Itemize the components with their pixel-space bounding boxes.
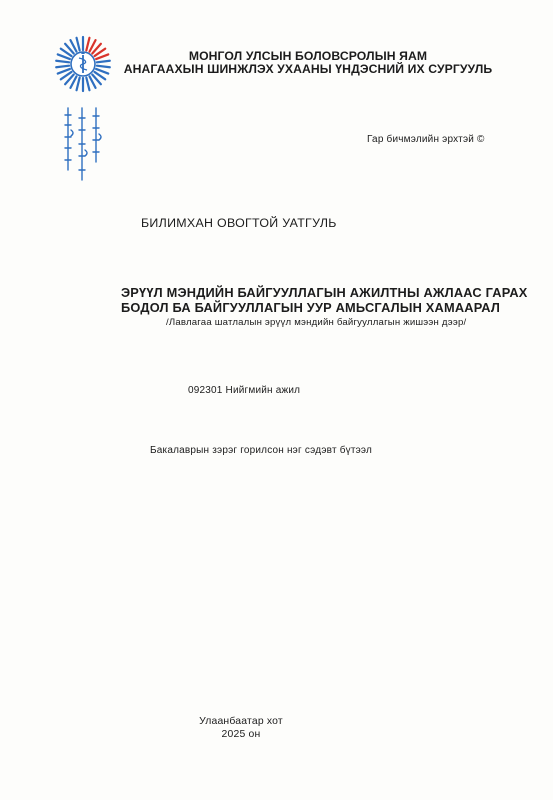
thesis-title-line-1: ЭРҮҮЛ МЭНДИЙН БАЙГУУЛЛАГЫН АЖИЛТНЫ АЖЛААС ГАРАХ — [121, 285, 528, 300]
author-name: БИЛИМХАН ОВОГТОЙ УАТГУЛЬ — [141, 216, 337, 230]
university-name: АНАГААХЫН ШИНЖЛЭХ УХААНЫ ҮНДЭСНИЙ ИХ СУРГУУЛЬ — [123, 62, 493, 76]
footer-year: 2025 он — [221, 729, 261, 740]
copyright-note: Гар бичмэлийн эрхтэй © — [367, 134, 485, 145]
thesis-subtitle: /Лавлагаа шатлалын эрүүл мэндийн байгууллагын жишээн дээр/ — [166, 317, 467, 328]
program-code: 092301 Нийгмийн ажил — [188, 385, 301, 396]
degree-statement: Бакалаврын зэрэг горилсон нэг сэдэвт бүтээл — [150, 445, 373, 456]
thesis-title-line-2: БОДОЛ БА БАЙГУУЛЛАГЫН УУР АМЬСГАЛЫН ХАМААРАЛ — [121, 300, 501, 315]
footer-city: Улаанбаатар хот — [199, 716, 283, 727]
ministry-name: МОНГОЛ УЛСЫН БОЛОВСРОЛЫН ЯАМ — [188, 49, 428, 63]
university-emblem-icon — [52, 30, 114, 200]
